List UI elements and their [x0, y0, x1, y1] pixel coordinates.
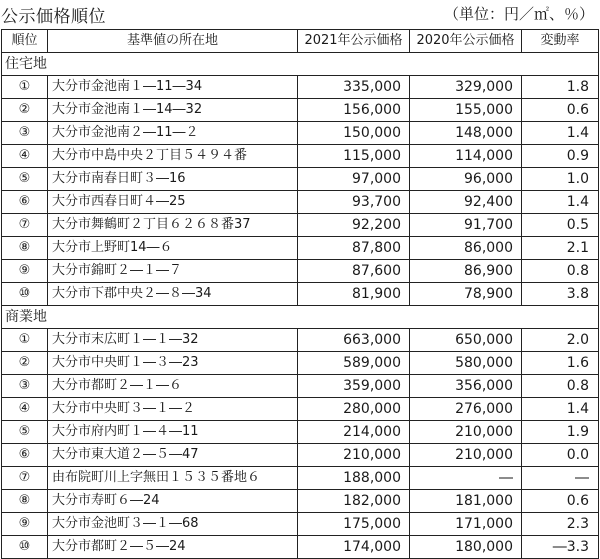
cell-change-rate: 0.6 [522, 490, 599, 513]
cell-change-rate: 3.8 [522, 283, 599, 306]
cell-address: 由布院町川上字無田１５３５番地６ [48, 467, 298, 490]
table-row [2, 398, 599, 421]
price-ranking-table [1, 29, 599, 559]
cell-price-2020: 91,700 [410, 214, 522, 237]
table-row [2, 145, 599, 168]
cell-price-2021: 335,000 [298, 76, 410, 99]
table-row [2, 122, 599, 145]
table-row [2, 99, 599, 122]
cell-change-rate: 1.0 [522, 168, 599, 191]
header-row [2, 30, 599, 53]
cell-price-2021: 93,700 [298, 191, 410, 214]
table-row [2, 329, 599, 352]
cell-price-2021: 210,000 [298, 444, 410, 467]
cell-address: 大分市西春日町４―25 [48, 191, 298, 214]
cell-address: 大分市寿町６―24 [48, 490, 298, 513]
cell-change-rate: 2.3 [522, 513, 599, 536]
cell-rank: ⑩ [2, 536, 48, 559]
cell-address: 大分市都町２―１―６ [48, 375, 298, 398]
header-rank: 順位 [2, 30, 48, 53]
cell-price-2020: 210,000 [410, 444, 522, 467]
header-price-2020: 2020年公示価格 [410, 30, 522, 53]
cell-address: 大分市東大道２―５―47 [48, 444, 298, 467]
cell-address: 大分市末広町１―１―32 [48, 329, 298, 352]
cell-price-2020: 114,000 [410, 145, 522, 168]
cell-rank: ⑧ [2, 490, 48, 513]
cell-rank: ⑨ [2, 260, 48, 283]
cell-address: 大分市金池南１―11―34 [48, 76, 298, 99]
cell-change-rate: 0.8 [522, 260, 599, 283]
cell-price-2021: 214,000 [298, 421, 410, 444]
section-row-blank [522, 53, 599, 76]
section-title: 住宅地 [2, 53, 298, 76]
cell-price-2021: 97,000 [298, 168, 410, 191]
header-change-rate: 変動率 [522, 30, 599, 53]
page-title: 公示価格順位 [1, 7, 106, 27]
cell-change-rate: 0.9 [522, 145, 599, 168]
cell-price-2021: 188,000 [298, 467, 410, 490]
cell-address: 大分市金池町３―１―68 [48, 513, 298, 536]
table-row [2, 283, 599, 306]
section-title: 商業地 [2, 306, 298, 329]
section-row-blank [298, 53, 410, 76]
cell-price-2020: 210,000 [410, 421, 522, 444]
cell-price-2021: 87,800 [298, 237, 410, 260]
header-address: 基準値の所在地 [48, 30, 298, 53]
table-row [2, 375, 599, 398]
header-price-2021: 2021年公示価格 [298, 30, 410, 53]
cell-price-2021: 87,600 [298, 260, 410, 283]
title-bar [0, 0, 600, 28]
cell-price-2020: 155,000 [410, 99, 522, 122]
cell-address: 大分市中央町３―１―２ [48, 398, 298, 421]
cell-address: 大分市金池南２―11―２ [48, 122, 298, 145]
section-row [2, 306, 599, 329]
cell-address: 大分市舞鶴町２丁目６２６８番37 [48, 214, 298, 237]
cell-change-rate: ―3.3 [522, 536, 599, 559]
cell-rank: ⑥ [2, 444, 48, 467]
table-row [2, 513, 599, 536]
cell-price-2020: 329,000 [410, 76, 522, 99]
cell-price-2021: 174,000 [298, 536, 410, 559]
cell-change-rate: 0.5 [522, 214, 599, 237]
cell-address: 大分市金池南１―14―32 [48, 99, 298, 122]
cell-price-2020: 86,900 [410, 260, 522, 283]
cell-price-2020: 171,000 [410, 513, 522, 536]
cell-address: 大分市中央町１―３―23 [48, 352, 298, 375]
table-body [2, 53, 599, 559]
cell-rank: ④ [2, 398, 48, 421]
cell-rank: ⑦ [2, 467, 48, 490]
cell-change-rate: 0.0 [522, 444, 599, 467]
table-row [2, 421, 599, 444]
table-row [2, 237, 599, 260]
section-row-blank [410, 53, 522, 76]
table-row [2, 260, 599, 283]
cell-price-2021: 115,000 [298, 145, 410, 168]
cell-rank: ⑨ [2, 513, 48, 536]
table-row [2, 490, 599, 513]
cell-rank: ⑩ [2, 283, 48, 306]
cell-price-2021: 81,900 [298, 283, 410, 306]
cell-price-2020: 78,900 [410, 283, 522, 306]
cell-price-2021: 280,000 [298, 398, 410, 421]
table-row [2, 467, 599, 490]
cell-change-rate: 1.4 [522, 398, 599, 421]
cell-price-2020: 96,000 [410, 168, 522, 191]
cell-price-2020: 148,000 [410, 122, 522, 145]
cell-price-2021: 182,000 [298, 490, 410, 513]
cell-change-rate: 1.4 [522, 122, 599, 145]
cell-address: 大分市都町２―５―24 [48, 536, 298, 559]
table-row [2, 214, 599, 237]
cell-change-rate: 1.9 [522, 421, 599, 444]
cell-address: 大分市下郡中央２―８―34 [48, 283, 298, 306]
section-row-blank [522, 306, 599, 329]
cell-price-2020: ― [410, 467, 522, 490]
table-row [2, 76, 599, 99]
cell-price-2021: 359,000 [298, 375, 410, 398]
cell-rank: ① [2, 329, 48, 352]
table-row [2, 168, 599, 191]
cell-rank: ⑧ [2, 237, 48, 260]
section-row [2, 53, 599, 76]
cell-rank: ⑦ [2, 214, 48, 237]
cell-rank: ② [2, 99, 48, 122]
cell-price-2021: 175,000 [298, 513, 410, 536]
cell-change-rate: 1.6 [522, 352, 599, 375]
cell-price-2020: 650,000 [410, 329, 522, 352]
cell-rank: ⑥ [2, 191, 48, 214]
table-row [2, 352, 599, 375]
table-row [2, 191, 599, 214]
cell-rank: ⑤ [2, 168, 48, 191]
section-row-blank [410, 306, 522, 329]
cell-change-rate: 1.4 [522, 191, 599, 214]
cell-address: 大分市上野町14―６ [48, 237, 298, 260]
cell-price-2020: 580,000 [410, 352, 522, 375]
cell-address: 大分市中島中央２丁目５４９４番 [48, 145, 298, 168]
cell-address: 大分市府内町１―４―11 [48, 421, 298, 444]
cell-price-2021: 150,000 [298, 122, 410, 145]
cell-change-rate: 1.8 [522, 76, 599, 99]
cell-rank: ⑤ [2, 421, 48, 444]
table-row [2, 536, 599, 559]
cell-price-2020: 181,000 [410, 490, 522, 513]
cell-price-2020: 356,000 [410, 375, 522, 398]
cell-price-2020: 276,000 [410, 398, 522, 421]
cell-change-rate: 2.0 [522, 329, 599, 352]
cell-rank: ④ [2, 145, 48, 168]
cell-price-2020: 92,400 [410, 191, 522, 214]
cell-change-rate: 2.1 [522, 237, 599, 260]
cell-price-2020: 180,000 [410, 536, 522, 559]
section-row-blank [298, 306, 410, 329]
cell-change-rate: ― [522, 467, 599, 490]
table-row [2, 444, 599, 467]
cell-rank: ② [2, 352, 48, 375]
cell-price-2021: 92,200 [298, 214, 410, 237]
cell-rank: ① [2, 76, 48, 99]
cell-change-rate: 0.8 [522, 375, 599, 398]
cell-rank: ③ [2, 375, 48, 398]
cell-rank: ③ [2, 122, 48, 145]
cell-address: 大分市錦町２―１―７ [48, 260, 298, 283]
cell-price-2021: 589,000 [298, 352, 410, 375]
cell-change-rate: 0.6 [522, 99, 599, 122]
cell-price-2020: 86,000 [410, 237, 522, 260]
unit-note: （単位：円／㎡、％） [443, 5, 594, 23]
cell-price-2021: 156,000 [298, 99, 410, 122]
cell-price-2021: 663,000 [298, 329, 410, 352]
cell-address: 大分市南春日町３―16 [48, 168, 298, 191]
